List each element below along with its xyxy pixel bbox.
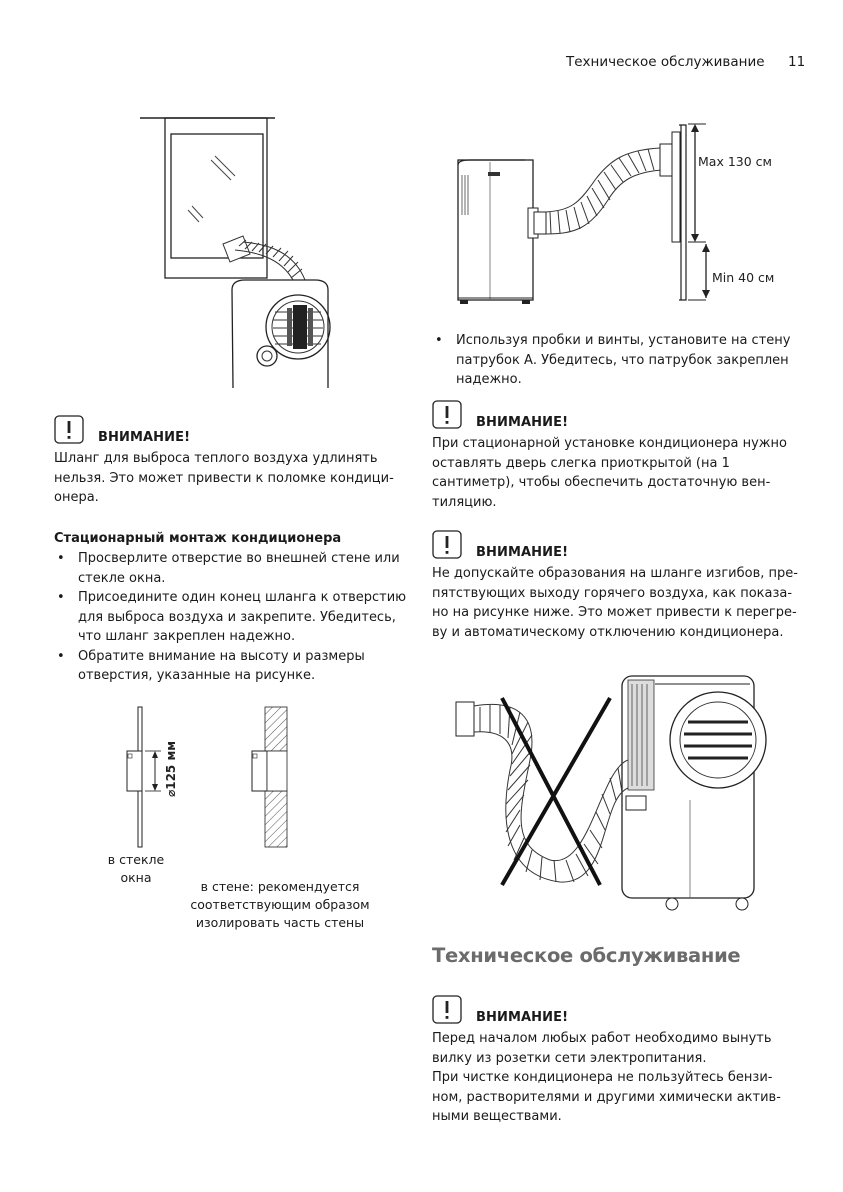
exclamation-icon (432, 995, 462, 1024)
warning-text: При стационарной установке кондиционера нужно оставлять дверь слегка приоткрытой (на 1 сантиметр), чтобы обеспечить достаточную вен-тиляцию. (432, 436, 787, 510)
window-installation-figure (135, 112, 345, 397)
bullet-text: Обратите внимание на высоту и размеры отверстия, указанные на рисунке. (78, 648, 365, 683)
page-header (0, 54, 843, 76)
caption-wall: в стене: рекомендуется соответствующим образом изолировать часть стены (190, 879, 370, 930)
wall-mount-bullets (432, 331, 802, 390)
list-item: • Присоедините один конец шланга к отверстию для выброса воздуха и закрепите. Убедитесь, что шланг закреплен надежно. (57, 590, 407, 644)
warning-maintenance (432, 995, 802, 1127)
list-item: • Просверлите отверстие во внешней стене или стекле окна. (57, 551, 400, 586)
page-number: 11 (788, 54, 806, 70)
warning-door-ajar (432, 400, 792, 512)
exclamation-icon (432, 530, 462, 559)
caption-glass: в стекле окна (107, 852, 165, 885)
hole-size-diagram (115, 703, 295, 853)
exclamation-icon (432, 400, 462, 429)
warning-text: Не допускайте образования на шланге изгибов, пре-пятствующих выходу горячего воздуха, как показа-но на рисунке ниже. Это может привести к перегре-ву и автоматическому отключению кондиционера. (432, 566, 798, 640)
running-title: Техническое обслуживание (566, 54, 765, 70)
warning-hose-extension (54, 415, 404, 508)
bullet-text: Используя пробки и винты, установите на стену патрубок А. Убедитесь, что патрубок закреплен надежно. (456, 333, 791, 387)
list-item: • Обратите внимание на высоту и размеры отверстия, указанные на рисунке. (57, 648, 365, 683)
dimension-label: ⌀125 мм (164, 740, 178, 797)
warning-title: ВНИМАНИЕ! (476, 1010, 569, 1025)
hose-height-figure (450, 120, 780, 310)
list-item: • Используя пробки и винты, установите на стену патрубок А. Убедитесь, что патрубок закреплен надежно. (435, 333, 791, 387)
warning-text: Шланг для выброса теплого воздуха удлинять нельзя. Это может привести к поломке кондици-онера. (54, 451, 394, 505)
maintenance-paragraph: Перед началом любых работ необходимо вынуть вилку из розетки сети электропитания. (432, 1031, 772, 1066)
min-height-label: Min 40 см (712, 270, 775, 285)
bullet-text: Просверлите отверстие во внешней стене или стекле окна. (78, 551, 400, 586)
stationary-steps (54, 549, 410, 686)
warning-title: ВНИМАНИЕ! (476, 545, 569, 560)
section-heading: Стационарный монтаж кондиционера (54, 531, 342, 546)
warning-hose-bends (432, 530, 802, 642)
warning-title: ВНИМАНИЕ! (476, 415, 569, 430)
maintenance-paragraph: При чистке кондиционера не пользуйтесь бензи-ном, растворителями и другими химически актив-ными веществами. (432, 1070, 781, 1124)
incorrect-hose-figure (450, 670, 790, 915)
exclamation-icon (54, 415, 84, 444)
max-height-label: Max 130 см (698, 154, 772, 169)
maintenance-title: Техническое обслуживание (432, 944, 741, 967)
bullet-text: Присоедините один конец шланга к отверстию для выброса воздуха и закрепите. Убедитесь, что шланг закреплен надежно. (78, 590, 407, 644)
warning-title: ВНИМАНИЕ! (98, 430, 191, 445)
